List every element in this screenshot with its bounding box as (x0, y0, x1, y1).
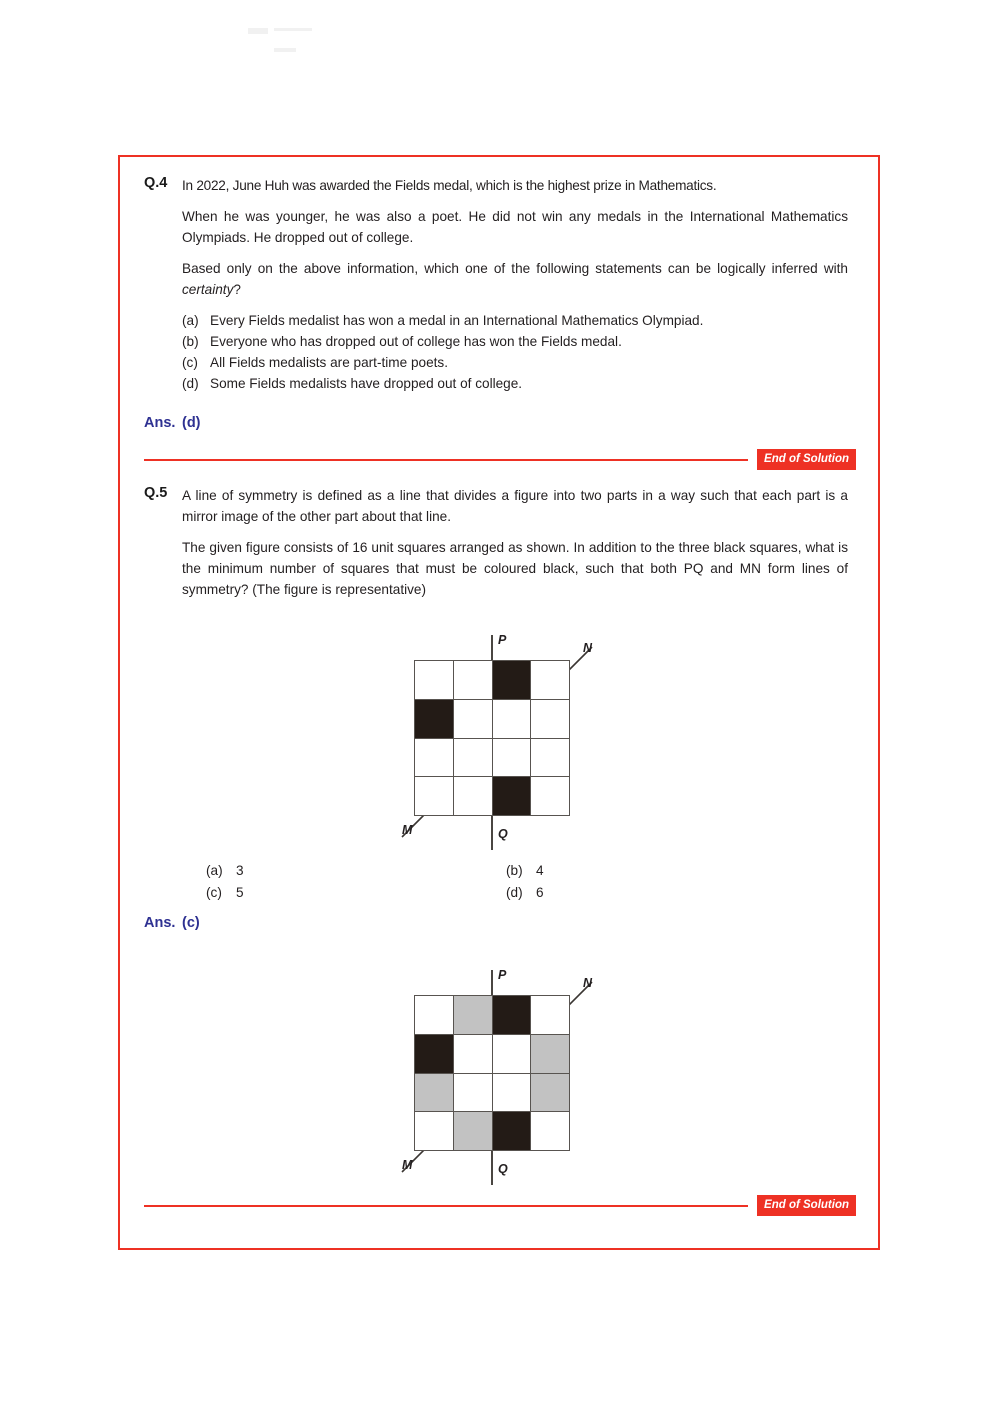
grid-cell (493, 739, 531, 777)
answer-label-q5: Ans. (144, 915, 176, 931)
grid-cell (531, 996, 569, 1034)
grid-cell (454, 661, 492, 699)
figure-label-n: N (583, 976, 593, 990)
grid-cell (415, 739, 453, 777)
grid-cell (454, 1074, 492, 1112)
answer-row-q5 (120, 915, 878, 931)
figure-label-m: M (402, 1158, 413, 1172)
q5-option-a-tag: (a) (206, 863, 223, 878)
grid-cell (454, 996, 492, 1034)
q4-prompt-pre: Based only on the above information, which one of the following statements can be logically inferred with (182, 261, 848, 276)
grid-cell (531, 1074, 569, 1112)
question-body-q4 (182, 175, 878, 394)
figure-label-p: P (498, 633, 507, 647)
page-border-frame (118, 155, 880, 1250)
end-of-solution-badge: End of Solution (757, 1195, 856, 1216)
scan-artifact-marks (248, 18, 358, 58)
question-number-q4: Q.4 (144, 175, 168, 191)
question-number-q5: Q.5 (144, 485, 168, 501)
grid-cell (531, 661, 569, 699)
grid-cell (493, 700, 531, 738)
q4-paragraph-1: In 2022, June Huh was awarded the Fields medal, which is the highest prize in Mathematics. (182, 178, 717, 193)
q5-option-b-text: 4 (536, 863, 544, 878)
grid-cell (531, 1112, 569, 1150)
grid-cell (415, 700, 453, 738)
q4-prompt (182, 258, 848, 300)
grid-cell (531, 777, 569, 815)
solution-figure-q5 (392, 962, 622, 1192)
q5-paragraph-2: The given figure consists of 16 unit squares arranged as shown. In addition to the three black squares, what is the minimum number of squares that must be coloured black, such that both PQ and MN form lines of symmetry? (The figure is representative) (182, 540, 848, 597)
grid-cell (531, 739, 569, 777)
q4-option-c-tag: (c) (182, 355, 198, 370)
grid-4x4-solution (414, 995, 570, 1151)
grid-cell (493, 1112, 531, 1150)
q4-option-a-text: Every Fields medalist has won a medal in an International Mathematics Olympiad. (210, 313, 704, 328)
q4-option-c-text: All Fields medalists are part-time poets. (210, 355, 448, 370)
q4-option-a-tag: (a) (182, 313, 199, 328)
q5-options-row-1 (206, 860, 726, 882)
grid-cell (531, 1035, 569, 1073)
answer-label-q4: Ans. (144, 415, 176, 431)
grid-cell (454, 739, 492, 777)
q4-option-c[interactable] (182, 352, 848, 373)
question-block-q4 (120, 175, 878, 394)
q4-options (182, 310, 848, 394)
q4-paragraph-2: When he was younger, he was also a poet. He did not win any medals in the International Mathematics Olympiads. He dropped out of college. (182, 209, 848, 245)
grid-cell (415, 661, 453, 699)
q5-option-a-text: 3 (236, 863, 244, 878)
q5-option-c-text: 5 (236, 885, 244, 900)
grid-cell (493, 1074, 531, 1112)
q5-option-b-tag: (b) (506, 863, 523, 878)
q5-option-d[interactable] (506, 882, 806, 904)
grid-cell (454, 700, 492, 738)
end-of-solution-rule (144, 1205, 748, 1207)
end-of-solution-q4 (144, 449, 856, 471)
answer-row-q4 (120, 415, 878, 431)
q5-option-b[interactable] (506, 860, 806, 882)
grid-cell (531, 700, 569, 738)
grid-cell (493, 661, 531, 699)
q5-option-d-tag: (d) (506, 885, 523, 900)
figure-label-n: N (583, 641, 593, 655)
figure-label-m: M (402, 823, 413, 837)
grid-cell (415, 996, 453, 1034)
q5-option-a[interactable] (206, 860, 506, 882)
end-of-solution-q5 (144, 1195, 856, 1217)
figure-label-q: Q (498, 827, 508, 841)
end-of-solution-badge: End of Solution (757, 449, 856, 470)
figure-label-p: P (498, 968, 507, 982)
q4-prompt-emphasis: certainty (182, 282, 234, 297)
grid-cell (493, 1035, 531, 1073)
grid-cell (415, 1112, 453, 1150)
answer-value-q5: (c) (182, 915, 200, 931)
figure-label-q: Q (498, 1162, 508, 1176)
q4-option-d[interactable] (182, 373, 848, 394)
q4-option-b-text: Everyone who has dropped out of college has won the Fields medal. (210, 334, 622, 349)
q5-option-c[interactable] (206, 882, 506, 904)
grid-cell (415, 777, 453, 815)
grid-cell (454, 1112, 492, 1150)
q5-option-c-tag: (c) (206, 885, 222, 900)
answer-value-q4: (d) (182, 415, 201, 431)
question-body-q5 (182, 485, 878, 600)
q4-option-a[interactable] (182, 310, 848, 331)
q4-option-b[interactable] (182, 331, 848, 352)
q5-options (206, 860, 726, 904)
question-figure-q5 (392, 627, 622, 857)
q4-option-b-tag: (b) (182, 334, 199, 349)
grid-4x4-question (414, 660, 570, 816)
grid-cell (415, 1035, 453, 1073)
q4-prompt-post: ? (233, 282, 241, 297)
q5-option-d-text: 6 (536, 885, 544, 900)
grid-cell (454, 777, 492, 815)
q4-option-d-text: Some Fields medalists have dropped out of college. (210, 376, 523, 391)
grid-cell (454, 1035, 492, 1073)
q5-options-row-2 (206, 882, 726, 904)
q5-paragraph-1: A line of symmetry is defined as a line that divides a figure into two parts in a way such that each part is a mirror image of the other part about that line. (182, 488, 848, 524)
grid-cell (493, 777, 531, 815)
question-block-q5 (120, 485, 878, 600)
grid-cell (415, 1074, 453, 1112)
q4-option-d-tag: (d) (182, 376, 199, 391)
grid-cell (493, 996, 531, 1034)
end-of-solution-rule (144, 459, 748, 461)
